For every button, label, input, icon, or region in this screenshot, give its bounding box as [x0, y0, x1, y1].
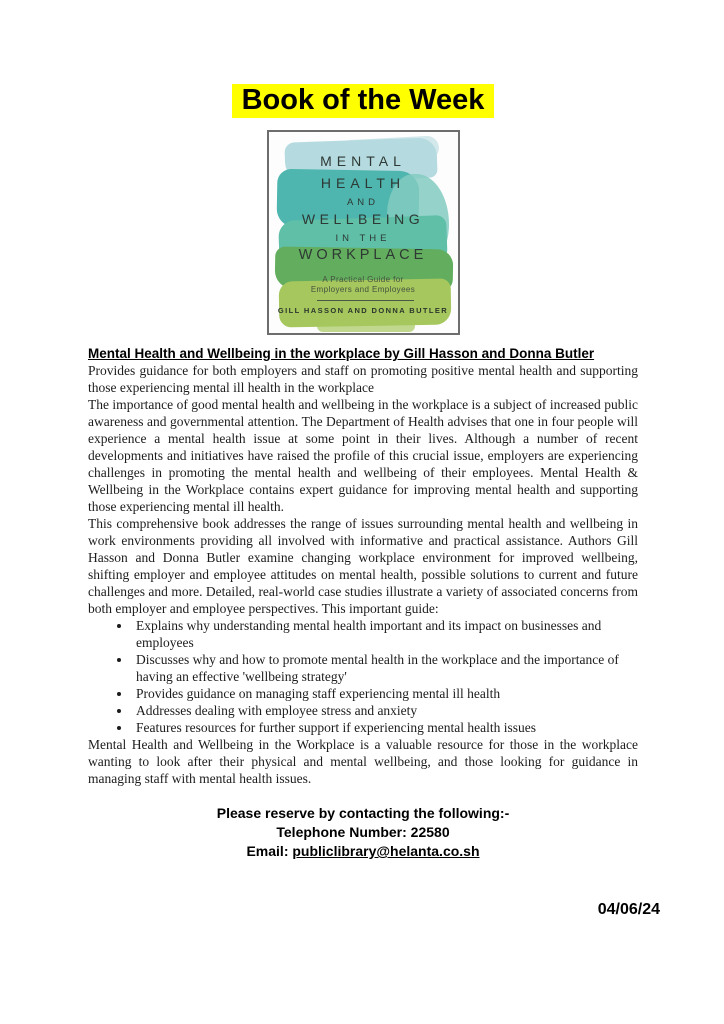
list-item: • Explains why understanding mental health important and its impact on businesses and employees — [132, 617, 638, 651]
email-line — [88, 842, 638, 861]
page-title-row — [88, 84, 638, 118]
email-address: publiclibrary@helanta.co.sh — [292, 843, 480, 859]
book-heading: Mental Health and Wellbeing in the workplace by Gill Hasson and Donna Butler — [88, 346, 595, 361]
paragraph-importance: The importance of good mental health and wellbeing in the workplace is a subject of increased public awareness and governmental attention. The Department of Health advises that one in four people will experience a mental health issue at some point in their lives. Although a number of recent developments and initiatives have raised the profile of this crucial issue, employers are experiencing challenges in promoting the mental health and wellbeing of their employees. Mental Health & Wellbeing in the Workplace contains expert guidance for improving mental health and supporting those experiencing mental ill health. — [88, 397, 638, 514]
cover-subtitle-line: A Practical Guide for — [322, 275, 404, 284]
list-item: • Addresses dealing with employee stress and anxiety — [132, 702, 638, 719]
list-item: • Features resources for further support if experiencing mental health issues — [132, 719, 638, 736]
book-cover-text — [269, 132, 458, 333]
list-item: • Discusses why and how to promote mental health in the workplace and the importance of having an effective 'wellbeing strategy' — [132, 651, 638, 685]
cover-title-line: WORKPLACE — [298, 247, 428, 263]
paragraph-description: This comprehensive book addresses the range of issues surrounding mental health and wellbeing in work environments providing all involved with informative and practical assistance. Authors Gill Hasson and Donna Butler examine changing workplace environment for improved wellbeing, shifting employer and employee attitudes on mental health, possible solutions to current and future challenges and more. Detailed, real-world case studies illustrate a variety of associated concerns from both employer and employee perspectives. This important guide: — [88, 516, 638, 616]
document-date: 04/06/24 — [597, 901, 660, 918]
list-item: • Provides guidance on managing staff experiencing mental ill health — [132, 685, 638, 702]
cover-title-line: MENTAL — [320, 153, 406, 169]
cover-title-line: AND — [346, 197, 380, 208]
telephone-line: Telephone Number: 22580 — [276, 824, 450, 840]
cover-title-line: WELLBEING — [301, 211, 425, 227]
contact-block — [88, 804, 638, 861]
book-cover — [267, 130, 460, 335]
cover-title-line: HEALTH — [320, 175, 406, 191]
cover-subtitle-line: Employers and Employees — [310, 285, 416, 294]
guide-bullet-list — [88, 617, 638, 736]
cover-title-line: IN THE — [335, 233, 391, 244]
paragraph-closing: Mental Health and Wellbeing in the Workplace is a valuable resource for those in the workplace wanting to look after their physical and mental wellbeing, and those looking for guidance in managing staff with mental health issues. — [88, 737, 638, 786]
page-title: Book of the Week — [232, 84, 495, 118]
reserve-instruction: Please reserve by contacting the following:- — [216, 805, 510, 821]
paragraph-summary: Provides guidance for both employers and staff on promoting positive mental health and supporting those experiencing mental ill health in the workplace — [88, 363, 638, 395]
email-label: Email: — [246, 843, 289, 859]
cover-divider-line — [317, 300, 414, 301]
cover-authors: GILL HASSON AND DONNA BUTLER — [277, 306, 449, 315]
